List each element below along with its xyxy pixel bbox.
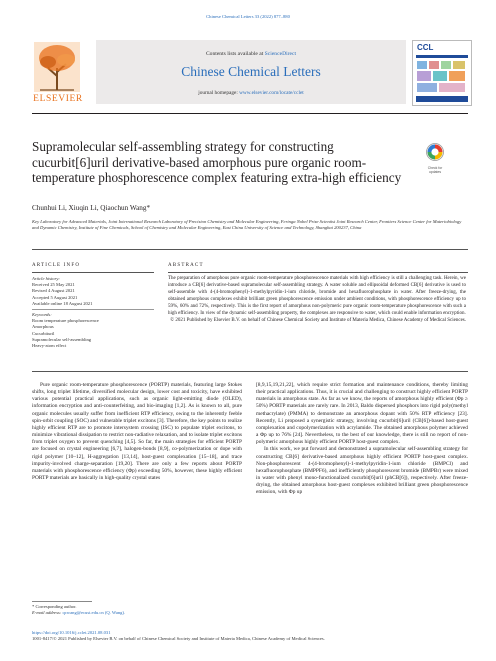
author-list: Chunhui Li, Xiuqin Li, Qiaochun Wang* (32, 204, 151, 212)
cover-title: CCL (417, 43, 434, 52)
article-info (32, 276, 154, 349)
keyword-item: Cucurbituril (32, 330, 55, 336)
affiliation-divider (32, 249, 468, 250)
footnote-rule (32, 601, 92, 602)
homepage-line (96, 90, 406, 96)
homepage-prefix: journal homepage: (198, 90, 240, 96)
homepage-link[interactable]: www.elsevier.com/locate/cclet (239, 90, 304, 96)
keyword-item: Supramolecular self-assembling (32, 336, 92, 342)
email-line (32, 610, 242, 616)
abstract-rule (168, 272, 468, 273)
header-divider (32, 113, 468, 114)
abstract-text: The preparation of amorphous pure organic room-temperature phosphorescence materials with high efficiency is still a challenging task. Herein, we introduce a CB[6] derivative-based supramolecular self-assembling strategy. A water soluble and ellipsoidal deformed CB[6] derivative is used to self-assemble with 4-(4-bromophenyl)-1-methylpyridin-1-ium chloride, bromide and hexafluorophosphate in water. After freeze-drying, the obtained amorphous complexes exhibit brilliant green phosphorescence emission under ambient conditions, with phosphorescence efficiency up to 59%, 60% and 72%, respectively. This is the first report of amorphous non-polymeric pure organic room-temperature phosphorescence with such a high efficiency. In view of the dynamic self-assembling property, the complexes are responsive to water, which could enable information encryption. (168, 276, 466, 316)
corresponding-author-note: * Corresponding author. (32, 604, 77, 609)
check-for-updates-icon (425, 142, 445, 162)
keywords-divider (32, 309, 154, 310)
history-online: Available online 18 August 2021 (32, 300, 93, 306)
sciencedirect-link[interactable]: ScienceDirect (264, 51, 297, 57)
abstract-end-rule (32, 371, 468, 372)
body-paragraph: [8,9,15,19,21,22], which require strict formation and maintenance conditions, thereby limiting their practical applications. Thus, it is crucial and challenging to construct highly efficient PORTP materials in amorphous state. As far as we know, the reports of amorphous highly efficient (Φp ≥ 50%) PORTP materials are rarely rare. In 2013, Baldo dispersed phosphors into rigid poly(methyl methacrylate) (PMMA) to demonstrate an amorphous dopant with 50% RTP efficiency [23]. Recently, Li proposed a synergistic strategy, involving cucurbit[6]uril (CB[6])-based host-guest complexation and copolymerization with acrylamide. The obtained amorphous polymer achieved a Φp up to 76% [24]. Nevertheless, to the best of our knowledge, there is still no report of non-polymeric amorphous highly efficient PORTP host-guest complex. (256, 382, 468, 446)
elsevier-logo[interactable] (24, 40, 92, 104)
article-info-heading: ARTICLE INFO (32, 263, 81, 268)
abstract (168, 276, 466, 325)
contents-line (96, 51, 406, 57)
article-info-rule (32, 272, 154, 273)
abstract-copyright: © 2021 Published by Elsevier B.V. on behalf of Chinese Chemical Society and Institute of Materia Medica, Chinese Academy of Medical Sciences. (170, 317, 466, 323)
doi-link[interactable]: https://doi.org/10.1016/j.cclet.2021.08.031 (32, 630, 111, 635)
journal-cover[interactable] (412, 40, 472, 106)
crossmark-badge[interactable] (425, 142, 445, 174)
journal-title: Chinese Chemical Letters (181, 64, 321, 79)
history-accepted: Accepted 5 August 2021 (32, 294, 78, 300)
keywords-label: Keywords: (32, 312, 52, 318)
history-revised: Revised 4 August 2021 (32, 288, 75, 294)
elsevier-wordmark: ELSEVIER (33, 94, 83, 104)
contents-prefix: Contents lists available at (205, 51, 265, 57)
issn-copyright-line: 1001-8417/© 2021 Published by Elsevier B.V. on behalf of Chinese Chemical Society and Institute of Materia Medica, Chinese Academy of Medical Sciences. (32, 636, 325, 642)
article-title: Supramolecular self-assembling strategy for constructing cucurbit[6]uril derivative-based amorphous pure organic room-temperature phosphorescence complex featuring extra-high efficiency (32, 139, 402, 186)
journal-reference[interactable]: Chinese Chemical Letters 33 (2022) 877–880 (206, 14, 290, 19)
body-paragraph: Pure organic room-temperature phosphorescence (PORTP) materials, featuring large Stokes shifts, long triplet lifetime, diversified molecular design, lower cost and toxicity, have exhibited various potential practical applications, such as organic light-emitting diode (OLED), information encryption and anti-counterfeiting, and bio-imaging [1,2]. As is known to all, pure organic molecules usually suffer from inefficient RTP efficiency, owing to the inherently feeble spin-orbit coupling (SOC) and vulnerable triplet excitons [3]. Therefore, the key points to realize highly efficient RTP are to promote intersystem crossing (ISC) to populate triplet excitons, to minimize vibrational dissipation to restrict non-radiative relaxation, and to isolate triplet excitons from triplet oxygen to prevent quenching [4,5]. So far, the main strategies for efficient PORTP are focused on crystal engineering [6,7], halogen-bonds [8,9], co-polymerization or dope with rigid polymer [10–12], H-aggregation [13,14], host-guest complexation [15–18], and trace impurity-involved charge-separation [19,20]. There are only a few reports about PORTP materials with phosphorescence efficiency (Φp) exceeding 50%, however, these highly efficient PORTP materials are basically in high-quality crystal states (32, 382, 242, 482)
history-received: Received 25 May 2021 (32, 282, 75, 288)
footnote (32, 604, 242, 616)
crossmark-label: Check for updates (427, 166, 443, 174)
body-paragraph: In this work, we put forward and demonstrated a supramolecular self-assembling strategy for constructing CB[6] derivative-based amorphous highly efficient PORTP host-guest complex. Non-phosphorescent 4-(4-bromophenyl)-1-methylpyridin-1-ium chloride (BMPCl) and hexafluorophosphate (BMPPF6), and inefficiently phosphorescent bromide (BMPBr) were mixed in water with phenyl mono-functionalized cucurbit[6]uril (phCB[6]), respectively. After freeze-drying, the obtained amorphous host-guest complexes exhibited brilliant green phosphorescence emission, with Φp up (256, 446, 468, 496)
history-label: Article history: (32, 276, 60, 281)
doi-block (32, 630, 472, 642)
email-label: E-mail address: (32, 610, 63, 616)
email-link[interactable]: qcwang@ecust.edu.cn (Q. Wang). (62, 610, 126, 616)
keyword-item: Heavy-atom effect (32, 343, 67, 349)
body-column-left (32, 382, 242, 482)
affiliation: Key Laboratory for Advanced Materials, Joint International Research Laboratory of Precision Chemistry and Molecular Engineering, Feringa Nobel Prize Scientist Joint Research Center, Frontiers Science Center for Materiobiology and Dynamic Chemistry, Institute of Fine Chemicals, School of Chemistry and Molecular Engineering, East China University of Science and Technology, Shanghai 200237, China (32, 219, 462, 231)
body-column-right (256, 382, 468, 497)
abstract-heading: ABSTRACT (168, 263, 204, 268)
journal-header (96, 40, 406, 104)
elsevier-tree-icon (34, 42, 80, 92)
keyword-item: Amorphous (32, 324, 54, 330)
cover-artwork-icon (413, 41, 471, 105)
keyword-item: Room temperature phosphorescence (32, 318, 99, 324)
